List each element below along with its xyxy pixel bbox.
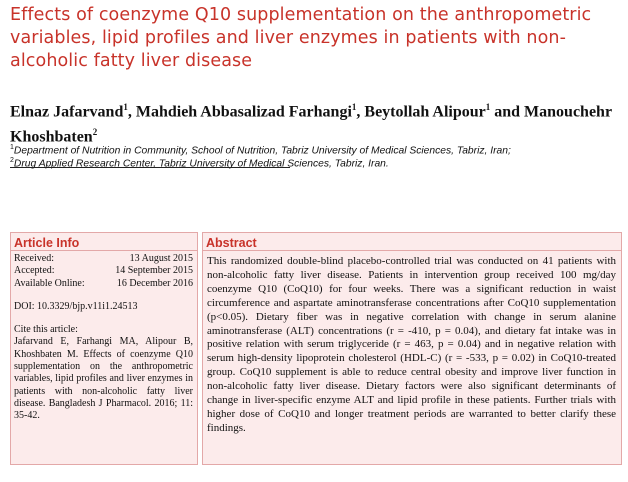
author-name: Elnaz Jafarvand [10,103,124,121]
accepted-date: 14 September 2015 [115,265,193,277]
author-name: Manouchehr Khoshbaten [10,103,612,146]
article-title: Effects of coenzyme Q10 supplementation on the anthropometric variables, lipid profiles and liver enzymes in patients with non-alcoholic fatty liver disease [10,5,592,71]
author-name: Beytollah Alipour [364,103,486,121]
affiliation-number: 2 [10,157,14,164]
affiliation-marker: 1 [485,102,491,112]
accepted-label: Accepted: [14,265,55,277]
cite-label: Cite this article: [14,324,78,336]
abstract-heading: Abstract [203,233,621,251]
abstract-text: This randomized double-blind placebo-controlled trial was conducted on 41 patients with non-alcoholic fatty liver disease. Patients in intervention group received 100 mg/day coenzyme Q10 (CoQ10) for four weeks. There was a significant reduction in waist circumference and aspartate aminotransferase concentrations after CoQ10 supplementation (p<0.05). Dietary fiber was in negative correlation with change in serum alanine aminotransferase (ALT) concentrations (r = -410, p = 0.04), and dietary fat intake was in positive relation with serum triglyceride (r = 463, p = 0.04) and in negative relation with serum high-density lipoprotein cholesterol (HDL-C) (r = -533, p = 0.02) in CoQ10-treated group. CoQ10 supplement is able to reduce central obesity and improve liver function in non-alcoholic fatty liver disease. Dietary factors were also significant determinants of change in liver-specific enzyme ALT and lipid profile in these patients. Further trials with higher dose of CoQ10 and longer treatment periods are warranted to better clarify these findings. [207,255,616,434]
affiliation-marker: 1 [123,102,128,112]
author-separator: , [356,103,365,121]
affiliation-text: Drug Applied Research Center, Tabriz University of Medical Sciences, Tabriz, Iran. [13,158,389,170]
author-name: Mahdieh Abbasalizad Farhangi [135,103,352,121]
affiliation-divider [10,167,290,168]
author-separator: and [490,103,525,121]
citation-text: Jafarvand E, Farhangi MA, Alipour B, Khoshbaten M. Effects of coenzyme Q10 supplementation on the anthropometric variables, lipid profiles and liver enzymes in patients with non-alcoholic fatty liver disease. Bangladesh J Pharmacol. 2016; 11: 35-42. [14,336,193,422]
abstract-box [202,232,622,465]
article-info-heading: Article Info [11,233,197,251]
online-row [14,278,193,290]
doi[interactable]: DOI: 10.3329/bjp.v11i1.24513 [14,300,138,312]
affiliation-number: 1 [10,144,14,151]
received-row [14,253,193,265]
received-label: Received: [14,253,54,264]
article-info-box [10,232,198,465]
affiliation-text: Department of Nutrition in Community, School of Nutrition, Tabriz University of Medical Sciences, Tabriz, Iran; [13,145,511,157]
accepted-row [14,265,193,277]
affiliation-marker: 1 [351,102,357,112]
author-separator: , [127,103,136,121]
affiliation-marker: 2 [92,127,98,138]
online-date: 16 December 2016 [116,277,193,289]
received-date: 13 August 2015 [129,253,193,264]
online-label: Available Online: [14,277,85,289]
